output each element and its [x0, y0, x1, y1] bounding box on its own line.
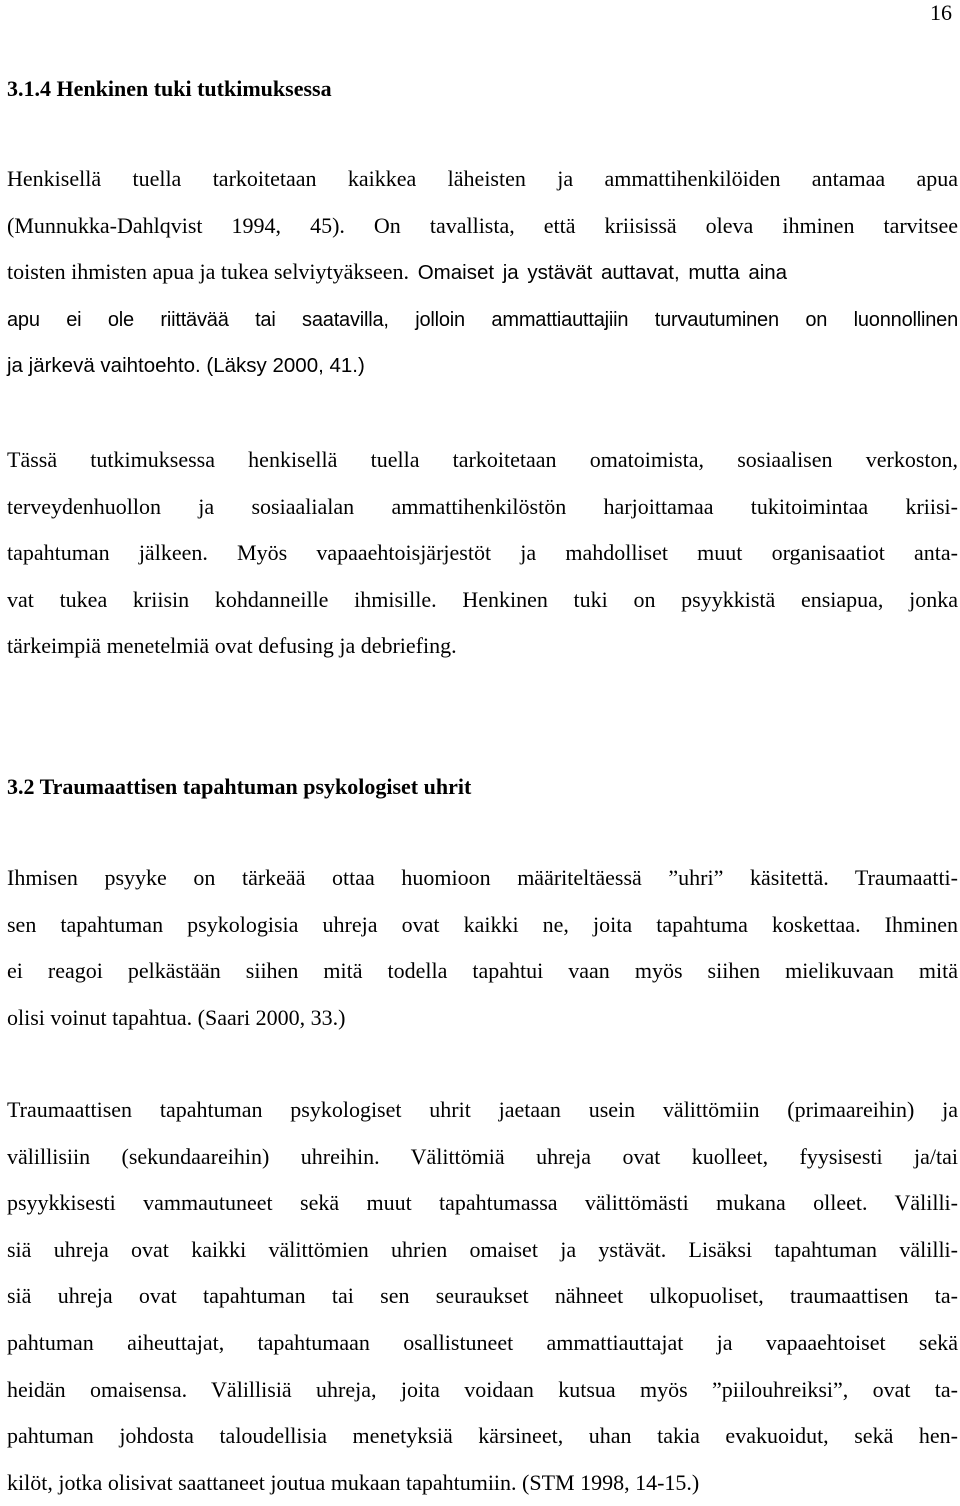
- text-line: siä uhreja ovat tapahtuman tai sen seuraukset nähneet ulkopuoliset, traumaattisen ta-: [7, 1283, 958, 1309]
- text-line: Traumaattisen tapahtuman psykologiset uhrit jaetaan usein välittömiin (primaareihin) ja: [7, 1097, 958, 1122]
- text-line: (Munnukka-Dahlqvist 1994, 45). On tavallista, että kriisissä oleva ihminen tarvitsee: [7, 212, 958, 238]
- text-line: olisi voinut tapahtua. (Saari 2000, 33.): [7, 1004, 346, 1030]
- paragraph-psyyke-uhri: [7, 855, 958, 1041]
- paragraph-henkinen-tuki-definition: [7, 156, 958, 390]
- text-line: Tässä tutkimuksessa henkisellä tuella tarkoitetaan omatoimista, sosiaalisen verkoston,: [7, 447, 958, 472]
- text-line: vat tukea kriisin kohdanneille ihmisille. Henkinen tuki on psyykkistä ensiapua, jonka: [7, 586, 958, 612]
- paragraph-uhrien-jaottelu: [7, 1087, 958, 1506]
- text-line: Henkisellä tuella tarkoitetaan kaikkea läheisten ja ammattihenkilöiden antamaa apua: [7, 166, 958, 191]
- page-number: 16: [930, 0, 952, 25]
- text-line: välillisiin (sekundaareihin) uhreihin. Välittömiä uhreja ovat kuolleet, fyysisesti ja/tai: [7, 1143, 958, 1169]
- section-heading-3-1-4: 3.1.4 Henkinen tuki tutkimuksessa: [7, 76, 332, 101]
- text-line: pahtuman aiheuttajat, tapahtumaan osallistuneet ammattiauttajat ja vapaaehtoiset sekä: [7, 1329, 958, 1355]
- text-line: Ihmisen psyyke on tärkeää ottaa huomioon määriteltäessä ”uhri” käsitettä. Traumaatti-: [7, 865, 958, 890]
- text-segment: toisten ihmisten apua ja tukea selviytyäkseen.: [7, 259, 410, 285]
- text-line: siä uhreja ovat kaikki välittömien uhrien omaiset ja ystävät. Lisäksi tapahtuman välilli-: [7, 1236, 958, 1262]
- text-line: psyykkisesti vammautuneet sekä muut tapahtumassa välittömästi mukana olleet. Välilli-: [7, 1190, 958, 1216]
- text-line: pahtuman johdosta taloudellisia menetyksiä kärsineet, uhan takia evakuoidut, sekä hen-: [7, 1423, 958, 1449]
- text-segment: Omaiset ja ystävät auttavat, mutta aina: [409, 261, 788, 285]
- text-line: heidän omaisensa. Välillisiä uhreja, joita voidaan kutsua myös ”piilouhreiksi”, ovat ta-: [7, 1376, 958, 1402]
- text-line: tärkeimpiä menetelmiä ovat defusing ja debriefing.: [7, 633, 457, 659]
- paragraph-tutkimuksen-henkinen-tuki: [7, 437, 958, 670]
- text-line: sen tapahtuman psykologisia uhreja ovat kaikki ne, joita tapahtuma koskettaa. Ihminen: [7, 911, 958, 937]
- text-line: apu ei ole riittävää tai saatavilla, jolloin ammattiauttajiin turvautuminen on luonnollinen: [7, 308, 958, 331]
- section-heading-3-2: 3.2 Traumaattisen tapahtuman psykologiset uhrit: [7, 774, 472, 799]
- text-line: kilöt, jotka olisivat saattaneet joutua mukaan tapahtumiin. (STM 1998, 14-15.): [7, 1469, 700, 1495]
- text-line: terveydenhuollon ja sosiaalialan ammattihenkilöstön harjoittamaa tukitoimintaa kriisi-: [7, 493, 958, 519]
- text-line: [7, 249, 958, 297]
- text-line: ja järkevä vaihtoehto. (Läksy 2000, 41.): [7, 354, 365, 378]
- text-line: tapahtuman jälkeen. Myös vapaaehtoisjärjestöt ja mahdolliset muut organisaatiot anta-: [7, 540, 958, 566]
- text-line: ei reagoi pelkästään siihen mitä todella tapahtui vaan myös siihen mielikuvaan mitä: [7, 958, 958, 984]
